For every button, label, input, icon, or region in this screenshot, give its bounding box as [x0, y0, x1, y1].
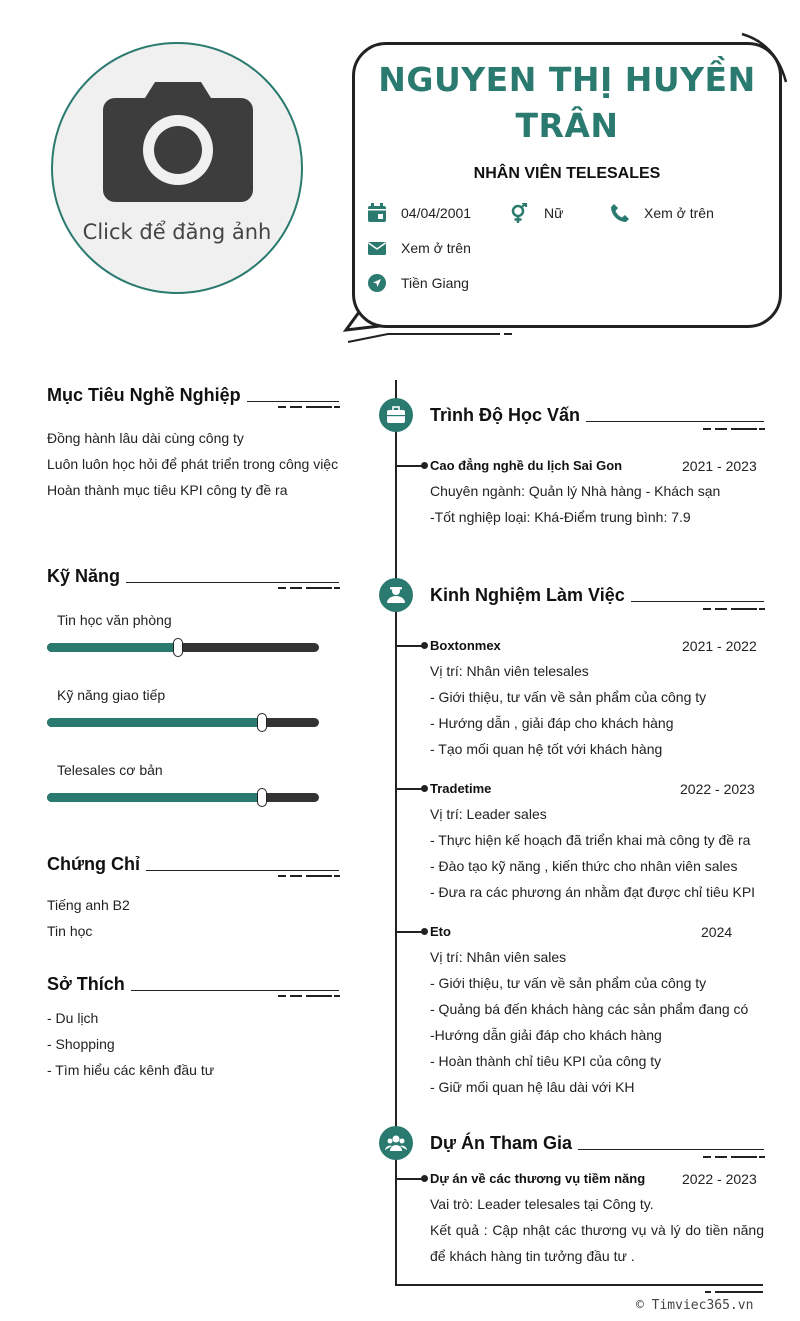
project-details: [430, 1191, 764, 1269]
section-title-experience: [430, 585, 764, 606]
company-name: Boxtonmex: [430, 638, 501, 653]
section-title-education: [430, 405, 764, 426]
certificate-item: Tiếng anh B2: [47, 897, 130, 913]
certificate-list: [47, 892, 130, 944]
envelope-icon: [367, 238, 387, 258]
job-line: - Giữ mối quan hệ lâu dài với KH: [430, 1079, 635, 1095]
timeline-connector: [397, 1178, 423, 1180]
skills-title-text: Kỹ Năng: [47, 566, 121, 586]
section-title-projects: [430, 1133, 764, 1154]
skill-bar-fill: [47, 643, 178, 652]
phone-info: [610, 203, 714, 223]
timeline-dot: [421, 928, 428, 935]
skill-bar-handle[interactable]: [257, 713, 267, 732]
avatar-upload[interactable]: [51, 42, 303, 294]
education-years: 2021 - 2023: [682, 458, 757, 474]
skill-bar-handle[interactable]: [257, 788, 267, 807]
job-years: 2021 - 2022: [682, 638, 757, 654]
job-line: - Đưa ra các phương án nhằm đạt được chỉ tiêu KPI: [430, 884, 756, 900]
job-line: Vị trí: Nhân viên sales: [430, 949, 567, 965]
job-line: - Đào tạo kỹ năng , kiến thức cho nhân viên sales: [430, 858, 738, 874]
title-decoration: [278, 992, 340, 1000]
job-line: - Hoàn thành chỉ tiêu KPI của công ty: [430, 1053, 662, 1069]
title-decoration: [703, 425, 765, 433]
skill-bar-fill: [47, 718, 262, 727]
title-decoration: [278, 403, 340, 411]
title-decoration: [278, 872, 340, 880]
worker-icon: [386, 586, 406, 604]
hobby-item: - Du lịch: [47, 1010, 99, 1026]
objective-line: Hoàn thành mục tiêu KPI công ty đề ra: [47, 482, 288, 498]
education-title-text: Trình Độ Học Vấn: [430, 405, 581, 425]
project-name: Dự án về các thương vụ tiềm năng: [430, 1171, 646, 1186]
camera-icon: [103, 80, 253, 210]
title-decoration: [703, 1153, 765, 1161]
job-years: 2024: [701, 924, 733, 940]
header-card: [352, 42, 782, 328]
footer-watermark[interactable]: © Timviec365.vn: [636, 1298, 754, 1313]
phone-icon: [610, 203, 630, 223]
address-info: [367, 273, 469, 293]
education-details: [430, 478, 720, 530]
timeline-dot: [421, 462, 428, 469]
job-years: 2022 - 2023: [680, 781, 755, 797]
job-title: NHÂN VIÊN TELESALES: [473, 165, 661, 182]
project-role: Vai trò: Leader telesales tại Công ty.: [430, 1196, 654, 1212]
project-years: 2022 - 2023: [682, 1171, 757, 1187]
timeline-connector: [397, 645, 423, 647]
hobby-item: - Tìm hiểu các kênh đầu tư: [47, 1062, 215, 1078]
education-line: -Tốt nghiệp loại: Khá-Điểm trung bình: 7.9: [430, 509, 691, 525]
gender-info: [510, 203, 563, 223]
certificates-title-text: Chứng Chỉ: [47, 854, 141, 874]
calendar-icon: [367, 203, 387, 223]
timeline-decoration: [705, 1288, 763, 1296]
birthday-info: [367, 203, 471, 223]
job-line: Vị trí: Leader sales: [430, 806, 547, 822]
job-line: - Quảng bá đến khách hàng các sản phẩm đang có: [430, 1001, 749, 1017]
objective-line: Luôn luôn học hỏi để phát triển trong công việc: [47, 456, 339, 472]
objective-list: [47, 425, 339, 503]
skill-bar[interactable]: [47, 793, 319, 802]
school-name: Cao đẳng nghề du lịch Sai Gon: [430, 458, 623, 473]
briefcase-icon: [386, 406, 406, 424]
job-line: - Tạo mối quan hệ tốt với khách hàng: [430, 741, 663, 757]
email-info: [367, 238, 471, 258]
timeline-connector: [397, 931, 423, 933]
company-name: Eto: [430, 924, 451, 939]
job-line: -Hướng dẫn giải đáp cho khách hàng: [430, 1027, 662, 1043]
name-line-2: TRÂN: [515, 106, 619, 145]
email-value: Xem ở trên: [401, 240, 471, 256]
timeline-connector: [397, 465, 423, 467]
hobbies-title-text: Sở Thích: [47, 974, 125, 994]
job-line: Vị trí: Nhân viên telesales: [430, 663, 589, 679]
title-decoration: [278, 584, 340, 592]
job-details: [430, 944, 748, 1100]
job-details: [430, 658, 706, 762]
education-line: Chuyên ngành: Quản lý Nhà hàng - Khách sạn: [430, 483, 721, 499]
timeline-dot: [421, 642, 428, 649]
objective-title-text: Mục Tiêu Nghề Nghiệp: [47, 385, 241, 405]
job-line: - Giới thiệu, tư vấn về sản phẩm của công ty: [430, 975, 707, 991]
candidate-name: [355, 57, 779, 149]
skill-bar[interactable]: [47, 643, 319, 652]
title-decoration: [703, 605, 765, 613]
project-result: Kết quả : Cập nhật các thương vụ và lý do tiền năng để khách hàng tin tưởng đầu tư .: [430, 1222, 764, 1264]
experience-title-text: Kinh Nghiệm Làm Việc: [430, 585, 625, 605]
timeline-dot: [421, 785, 428, 792]
job-details: [430, 801, 755, 905]
hobby-list: [47, 1005, 214, 1083]
job-line: - Giới thiệu, tư vấn về sản phẩm của công ty: [430, 689, 707, 705]
address-value: Tiền Giang: [401, 275, 469, 291]
birthday-value: 04/04/2001: [401, 205, 472, 221]
skill-label: Telesales cơ bản: [57, 762, 163, 778]
name-line-1: NGUYEN THỊ HUYỀN: [378, 60, 756, 99]
team-icon: [385, 1134, 407, 1152]
gender-icon: [510, 203, 530, 223]
projects-title-text: Dự Án Tham Gia: [430, 1133, 573, 1153]
certificate-item: Tin học: [47, 923, 93, 939]
projects-section-icon: [379, 1126, 413, 1160]
education-section-icon: [379, 398, 413, 432]
skill-bar[interactable]: [47, 718, 319, 727]
skill-label: Kỹ năng giao tiếp: [57, 687, 166, 703]
photo-upload-label[interactable]: Click để đăng ảnh: [82, 220, 272, 244]
job-line: - Thực hiện kế hoạch đã triển khai mà công ty đề ra: [430, 832, 751, 848]
timeline-bottom-line: [395, 1284, 763, 1286]
experience-section-icon: [379, 578, 413, 612]
skill-bar-handle[interactable]: [173, 638, 183, 657]
timeline-connector: [397, 788, 423, 790]
job-line: - Hướng dẫn , giải đáp cho khách hàng: [430, 715, 674, 731]
objective-line: Đồng hành lâu dài cùng công ty: [47, 430, 244, 446]
hobby-item: - Shopping: [47, 1036, 115, 1052]
gender-value: Nữ: [544, 205, 564, 221]
skill-bar-fill: [47, 793, 262, 802]
skill-label: Tin học văn phòng: [57, 612, 172, 628]
phone-value: Xem ở trên: [644, 205, 714, 221]
location-icon: [367, 273, 387, 293]
company-name: Tradetime: [430, 781, 492, 796]
timeline-dot: [421, 1175, 428, 1182]
